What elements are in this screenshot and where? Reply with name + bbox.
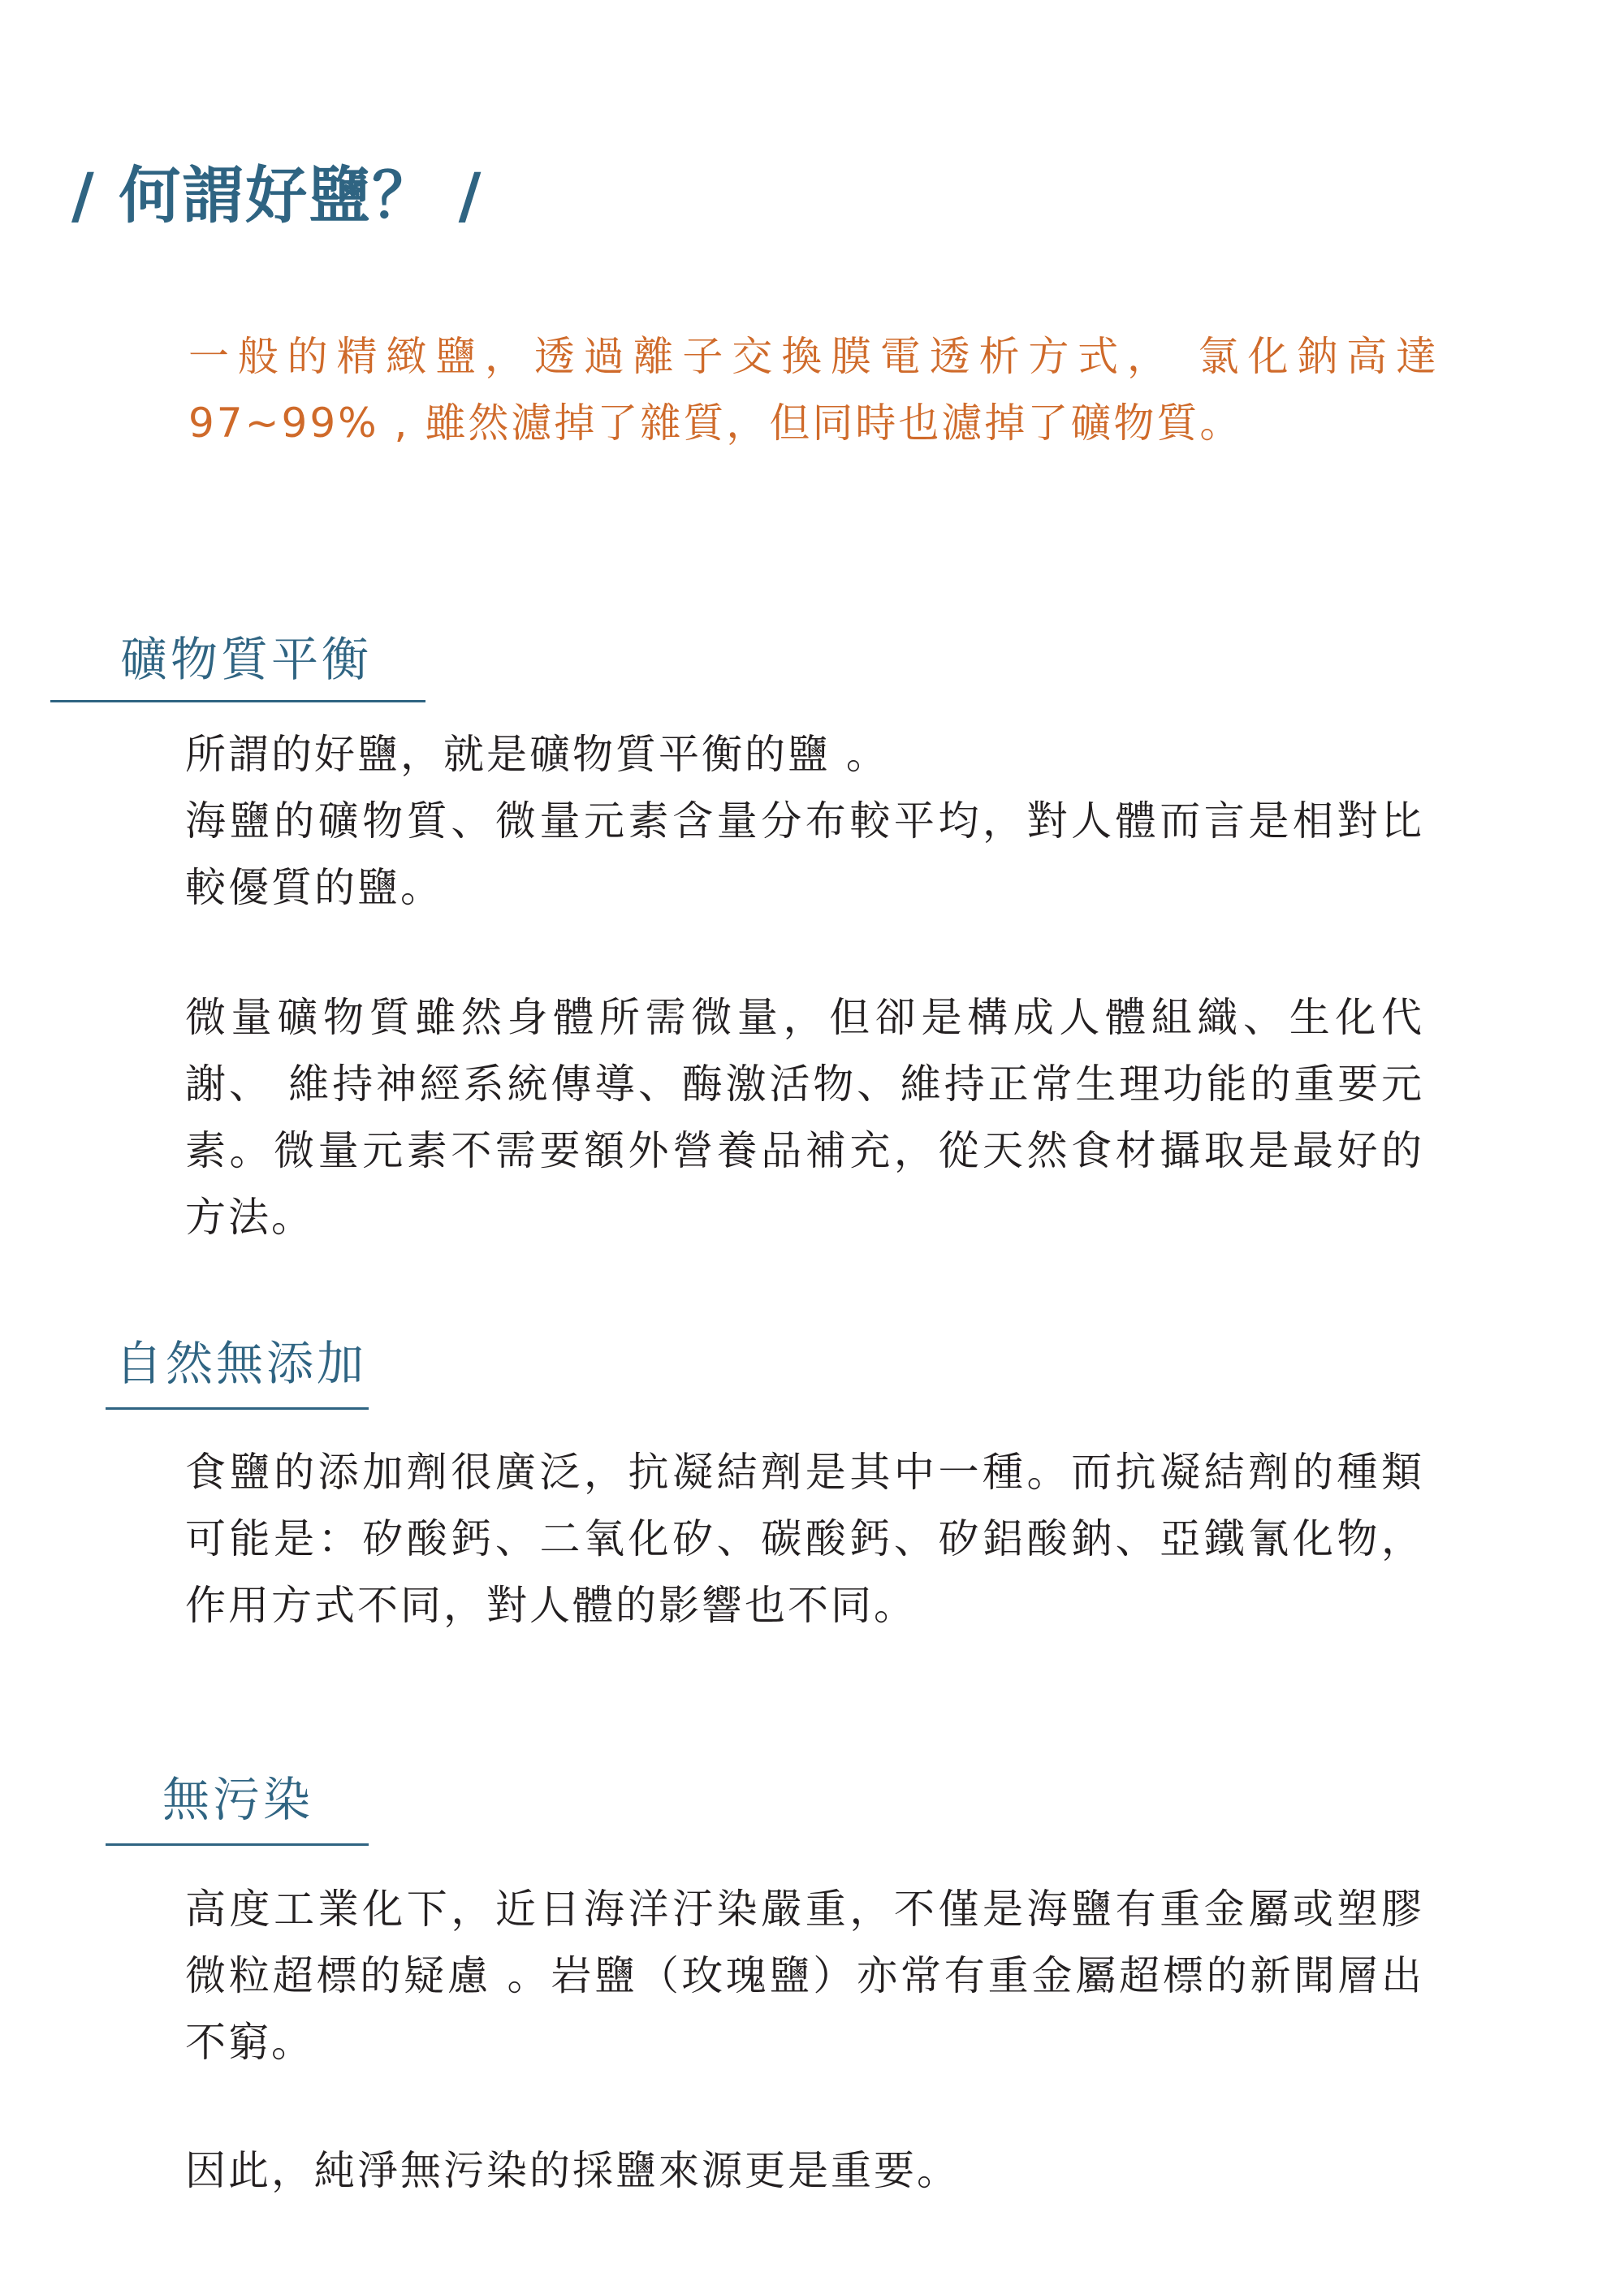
heading-underline [50, 700, 425, 702]
text-line: 所謂的好鹽，就是礦物質平衡的鹽 。 海鹽的礦物質、微量元素含量分布較平均，對人體而言是相對比較優質的鹽。 [185, 731, 1424, 911]
section-heading-mineral-balance: 礦物質平衡 [120, 632, 373, 687]
section-heading-no-pollution: 無污染 [162, 1772, 314, 1827]
paragraph-no-pollution-2: 因此，純淨無污染的採鹽來源更是重要。 [185, 2147, 960, 2194]
page-title: / 何謂好鹽？ / [71, 159, 483, 231]
section-heading-no-additives: 自然無添加 [115, 1336, 368, 1391]
paragraph-no-additives: 食鹽的添加劑很廣泛，抗凝結劑是其中一種。而抗凝結劑的種類可能是：矽酸鈣、二氧化矽、碳酸鈣、矽鋁酸鈉、亞鐵氰化物，作用方式不同，對人體的影響也不同。 [185, 1449, 1424, 1629]
paragraph-no-pollution-1: 高度工業化下，近日海洋汙染嚴重，不僅是海鹽有重金屬或塑膠微粒超標的疑慮 。岩鹽（玫瑰鹽）亦常有重金屬超標的新聞層出不窮。 [185, 1886, 1424, 2066]
paragraph-mineral-balance-2: 微量礦物質雖然身體所需微量，但卻是構成人體組織、生化代謝、 維持神經系統傳導、酶激活物、維持正常生理功能的重要元素。微量元素不需要額外營養品補充，從天然食材攝取是最好的方法。 [185, 994, 1424, 1241]
paragraph-mineral-balance-1 [185, 721, 1424, 921]
intro-paragraph: 一般的精緻鹽，透過離子交換膜電透析方式， 氯化鈉高達97~99% , 雖然濾掉了雜質，但同時也濾掉了礦物質。 [188, 333, 1439, 447]
heading-underline [106, 1843, 369, 1846]
heading-underline [106, 1407, 369, 1410]
